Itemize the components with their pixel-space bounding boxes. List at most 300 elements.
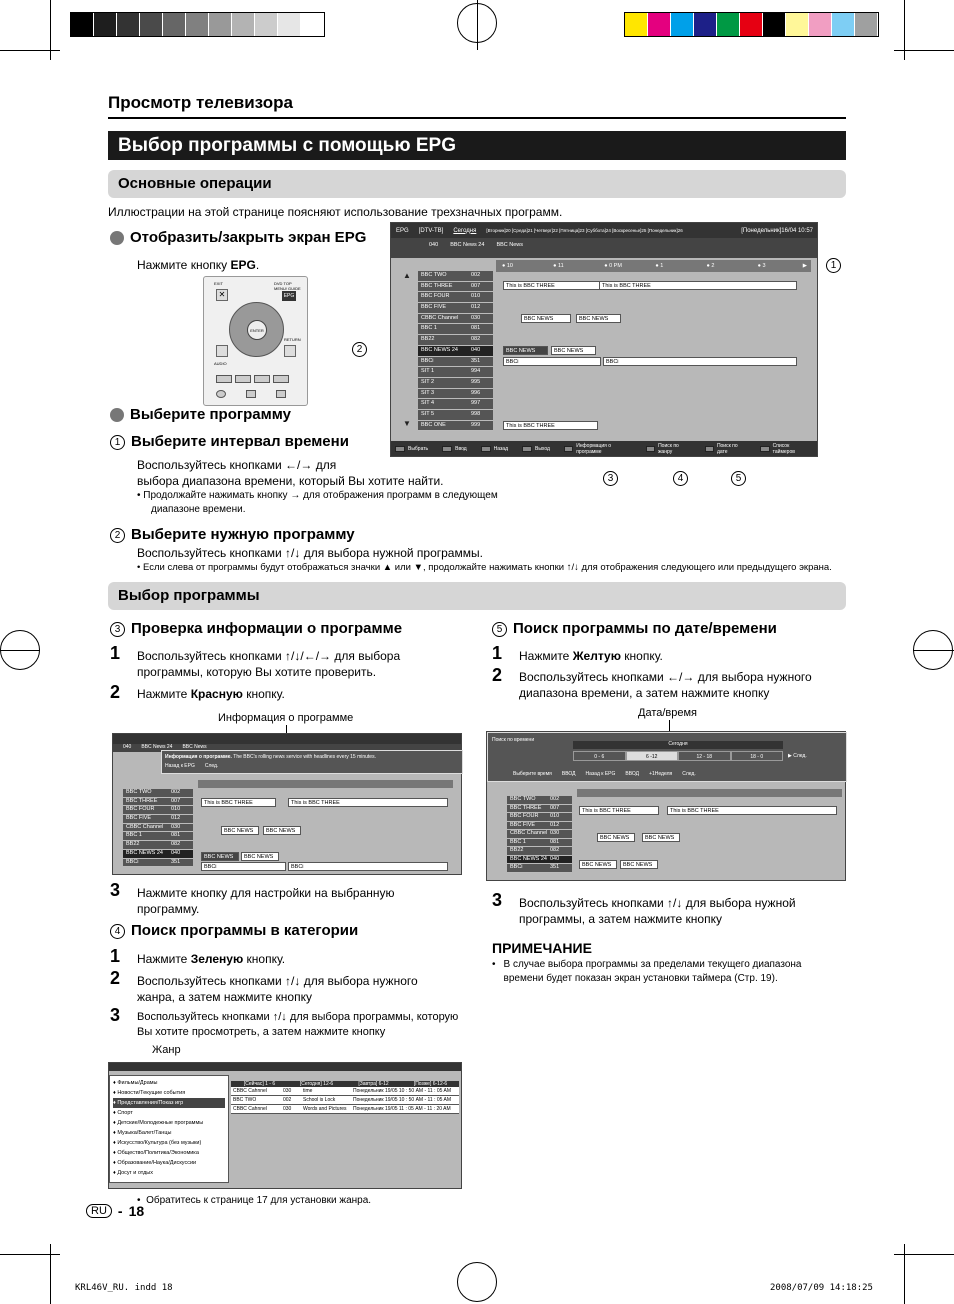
color-swatch xyxy=(625,13,648,36)
channel-row[interactable] xyxy=(418,271,493,282)
info-program[interactable]: BBC NEWS xyxy=(263,826,301,835)
channel-row[interactable] xyxy=(123,832,193,841)
time-slot[interactable]: ● 2 xyxy=(706,263,715,269)
channel-row[interactable] xyxy=(507,813,572,822)
date-choose: Выберите время xyxy=(513,771,552,777)
channel-name: SIT 2 xyxy=(421,378,435,385)
date-week[interactable]: +1Неделя xyxy=(649,771,673,777)
channel-number: 010 xyxy=(471,293,481,300)
genre-cell: Понедельник 19/05 10 : 50 AM - 11 : 05 AM xyxy=(353,1097,452,1103)
step3-num1: 1 xyxy=(110,643,121,663)
green-button[interactable] xyxy=(235,375,251,383)
channel-number: 012 xyxy=(471,304,481,311)
channel-number: 997 xyxy=(471,400,481,407)
enter-button[interactable]: ENTER xyxy=(247,320,267,340)
step5-1-suffix: кнопку. xyxy=(624,649,663,663)
info-program[interactable]: BBC NEWS xyxy=(241,852,279,861)
time-slot[interactable]: ● 1 xyxy=(655,263,664,269)
color-swatch xyxy=(832,13,855,36)
channel-row[interactable] xyxy=(418,367,493,378)
time-slot[interactable]: ● 0 PM xyxy=(604,263,622,269)
channel-name: BB22 xyxy=(510,847,524,853)
channel-row[interactable] xyxy=(507,805,572,814)
date-program[interactable]: BBC NEWS xyxy=(597,833,635,842)
step1-heading-text: Выберите интервал времени xyxy=(131,433,349,450)
channel-row[interactable] xyxy=(123,815,193,824)
channel-name: BBC TWO xyxy=(510,796,536,802)
epg-program[interactable]: BBC NEWS xyxy=(521,314,571,323)
note-title: ПРИМЕЧАНИЕ xyxy=(492,940,592,956)
epg-footer xyxy=(391,441,817,456)
step4-2-text: Воспользуйтесь кнопками ↑/↓ для выбора нужного жанра, а затем нажмите кнопку xyxy=(137,974,418,1004)
channel-row[interactable] xyxy=(418,282,493,293)
step5-num3: 3 xyxy=(492,890,503,910)
channel-number: 030 xyxy=(171,823,181,830)
info-cur-show: BBC News xyxy=(182,744,207,750)
channel-row[interactable] xyxy=(418,421,493,432)
crop-mark xyxy=(904,0,905,60)
key-icon xyxy=(395,446,405,452)
genre-cell: School is Lock xyxy=(303,1097,336,1103)
genre-item[interactable]: ♦ Образование/Наука/Дискуссии xyxy=(113,1160,197,1166)
date-program[interactable]: BBC NEWS xyxy=(620,860,658,869)
channel-number: 007 xyxy=(550,804,560,811)
step5-1-text xyxy=(519,648,663,664)
channel-row[interactable] xyxy=(418,399,493,410)
epg-title: EPG xyxy=(396,227,409,234)
page-title: Выбор программы с помощью EPG xyxy=(108,131,846,160)
epg-button[interactable]: EPG xyxy=(283,293,295,299)
genre-item[interactable]: ♦ Новости/Текущие события xyxy=(113,1090,186,1096)
date-range[interactable]: 12 - 18 xyxy=(678,751,731,761)
epg-program[interactable]: BBCi xyxy=(603,357,797,366)
section-basic-ops: Основные операции xyxy=(108,170,846,198)
channel-name: BBC FOUR xyxy=(126,806,155,813)
channel-row[interactable] xyxy=(418,314,493,325)
channel-name: BBC TWO xyxy=(421,272,447,278)
step1-text1: Воспользуйтесь кнопками ←/→ для xyxy=(137,458,337,472)
channel-row[interactable] xyxy=(507,847,572,856)
color-swatch xyxy=(255,13,278,36)
note-body: • В случае выбора программы за пределами текущего диапазона времени будет показан экран установки таймера (Стр. 19). xyxy=(492,958,842,986)
step2-text: Воспользуйтесь кнопками ↑/↓ для выбора нужной программы. xyxy=(137,546,483,560)
step3-heading xyxy=(110,620,402,637)
date-screen xyxy=(486,731,846,881)
epg-current-info xyxy=(391,238,817,258)
channel-number: 002 xyxy=(471,272,481,278)
stop-icon[interactable] xyxy=(246,390,256,398)
registration-line xyxy=(913,650,954,651)
channel-row[interactable] xyxy=(507,822,572,831)
epg-program[interactable]: This is BBC THREE xyxy=(503,281,603,290)
genre-cell: 030 xyxy=(283,1106,292,1112)
step5-2-text: Воспользуйтесь кнопками ←/→ для выбора нужного диапазона времени, а затем нажмите кнопку xyxy=(519,670,812,700)
page-number: RU - 18 xyxy=(86,1203,144,1219)
channel-row[interactable] xyxy=(418,378,493,389)
info-time-strip xyxy=(198,780,453,788)
step5-num2: 2 xyxy=(492,665,503,685)
color-swatch xyxy=(855,13,878,36)
date-range[interactable]: 18 - 0 xyxy=(731,751,784,761)
channel-name: BBC ONE xyxy=(421,421,446,428)
info-next[interactable]: След. xyxy=(204,763,219,769)
genre-col[interactable]: [Позже] 6-12-6 xyxy=(413,1081,448,1087)
channel-number: 002 xyxy=(171,789,181,795)
scroll-down-icon[interactable]: ▼ xyxy=(403,419,411,428)
channel-row[interactable] xyxy=(507,796,572,805)
footer-label: Выход xyxy=(535,445,550,452)
epg-time-strip xyxy=(496,260,811,272)
epg-program[interactable]: BBC NEWS xyxy=(551,346,596,355)
channel-number: 081 xyxy=(471,325,481,332)
genre-item[interactable]: ♦ Досуг и отдых xyxy=(113,1170,154,1176)
color-swatch xyxy=(786,13,809,36)
callout-4 xyxy=(673,470,694,488)
footer-label: Список таймеров xyxy=(772,442,795,455)
next-arrow-icon[interactable]: ▶ xyxy=(802,263,807,269)
channel-number: 998 xyxy=(471,410,481,417)
step1-icon: 1 xyxy=(110,435,125,450)
epg-program[interactable]: BBC NEWS xyxy=(576,314,621,323)
footer-item xyxy=(395,446,428,452)
channel-row[interactable] xyxy=(123,841,193,850)
genre-item[interactable]: ♦ Общество/Политика/Экономика xyxy=(113,1150,199,1156)
time-slot[interactable]: ● 10 xyxy=(502,263,513,269)
step3-heading-text: Проверка информации о программе xyxy=(131,620,403,637)
channel-name: BB22 xyxy=(126,841,140,848)
channel-row[interactable] xyxy=(418,389,493,400)
date-program[interactable]: This is BBC THREE xyxy=(667,806,837,815)
channel-name: BBC THREE xyxy=(510,804,542,811)
channel-row[interactable] xyxy=(418,324,493,335)
genre-col[interactable]: [Завтра] 6-12 xyxy=(358,1081,389,1087)
channel-number: 351 xyxy=(171,858,181,865)
genre-col[interactable]: [Сейчас] 1 - 6 xyxy=(243,1081,276,1087)
step1-text xyxy=(137,457,557,489)
step5-1-key: Желтую xyxy=(572,649,621,663)
info-program-selected[interactable]: BBC NEWS xyxy=(201,852,239,861)
crop-mark xyxy=(894,1254,954,1255)
footer-label: Информация о программе xyxy=(576,442,611,455)
genre-item[interactable]: ♦ Фильмы/Драмы xyxy=(113,1080,158,1086)
epg-today-tab[interactable]: Сегодня xyxy=(453,227,477,234)
step5-1-prefix: Нажмите xyxy=(519,649,570,663)
genre-item[interactable]: ♦ Спорт xyxy=(113,1110,133,1116)
time-slot[interactable]: ● 11 xyxy=(553,263,564,269)
step3-icon: 3 xyxy=(110,622,125,637)
channel-row[interactable] xyxy=(418,357,493,368)
channel-number: 040 xyxy=(471,346,481,353)
bullet-icon xyxy=(110,408,124,422)
step2-icon: 2 xyxy=(110,528,125,543)
step3-num2: 2 xyxy=(110,682,121,702)
info-popup xyxy=(161,750,463,774)
channel-row[interactable] xyxy=(123,798,193,807)
info-program[interactable]: BBCi xyxy=(201,862,286,871)
genre-row[interactable] xyxy=(231,1105,459,1114)
genre-item[interactable]: ♦ Музыка/Балет/Танцы xyxy=(113,1130,172,1136)
step4-1-key: Зеленую xyxy=(190,952,244,966)
channel-number: 082 xyxy=(171,841,181,848)
callout-4-icon: 4 xyxy=(673,471,688,486)
channel-name: BBC FOUR xyxy=(421,293,450,300)
channel-name: BBC 1 xyxy=(421,325,437,332)
channel-name: BBC FIVE xyxy=(510,821,536,828)
channel-name: BBC FIVE xyxy=(421,304,447,311)
channel-name: SIT 5 xyxy=(421,410,435,417)
exit-button-icon: ✕ xyxy=(216,289,228,301)
channel-number: 007 xyxy=(471,282,481,289)
channel-number: 995 xyxy=(471,378,481,385)
color-swatch xyxy=(117,13,140,36)
date-next2[interactable]: След. xyxy=(682,771,696,777)
channel-name: BBC NEWS 24 xyxy=(510,855,547,862)
channel-row[interactable] xyxy=(507,830,572,839)
step4-heading xyxy=(110,922,358,939)
crop-mark xyxy=(50,1244,51,1304)
info-label: Информация о программе xyxy=(218,712,354,724)
step4-1-suffix: кнопку. xyxy=(246,952,286,966)
yellow-button[interactable] xyxy=(254,375,270,383)
footer-item xyxy=(564,443,632,455)
channel-number: 012 xyxy=(171,815,181,822)
channel-row[interactable] xyxy=(123,806,193,815)
info-channel-list xyxy=(123,789,193,867)
channel-name: SIT 3 xyxy=(421,389,435,396)
date-channel-list xyxy=(507,796,572,873)
date-time-strip xyxy=(577,789,842,797)
page-num: 18 xyxy=(128,1203,145,1219)
channel-row[interactable] xyxy=(418,410,493,421)
channel-number: 996 xyxy=(471,389,481,396)
color-swatch xyxy=(163,13,186,36)
registration-line xyxy=(0,650,40,651)
info-program[interactable]: BBCi xyxy=(288,862,448,871)
remote-illustration xyxy=(203,276,308,406)
channel-row[interactable] xyxy=(418,346,493,357)
channel-name: BBC FIVE xyxy=(126,815,152,822)
channel-name: CBBC Channel xyxy=(126,823,164,830)
callout-1 xyxy=(826,257,847,275)
callout-5 xyxy=(731,470,752,488)
color-swatch xyxy=(763,13,786,36)
crop-mark xyxy=(894,50,954,51)
channel-name: BBC NEWS 24 xyxy=(421,346,458,353)
red-button[interactable] xyxy=(216,375,232,383)
press-epg-prefix: Нажмите кнопку xyxy=(137,258,228,272)
step5-icon: 5 xyxy=(492,622,507,637)
channel-row[interactable] xyxy=(507,856,572,865)
select-heading xyxy=(110,406,291,423)
channel-row[interactable] xyxy=(123,859,193,868)
channel-row[interactable] xyxy=(123,850,193,859)
scroll-up-icon[interactable]: ▲ xyxy=(403,271,411,280)
info-cur-name: BBC News 24 xyxy=(141,744,173,750)
color-swatch xyxy=(278,13,301,36)
step3-2-suffix: кнопку. xyxy=(246,687,285,701)
info-back[interactable]: Назад к EPG xyxy=(165,763,195,769)
step1-text2: выбора диапазона времени, который Вы хотите найти. xyxy=(137,474,444,488)
step4-3-text: Воспользуйтесь кнопками ↑/↓ для выбора программы, которую Вы хотите просмотреть, а затем нажмите кнопку xyxy=(137,1011,459,1038)
step4-1-prefix: Нажмите xyxy=(137,952,188,966)
key-icon xyxy=(760,446,769,452)
channel-number: 002 xyxy=(550,796,560,802)
channel-row[interactable] xyxy=(418,303,493,314)
blue-button[interactable] xyxy=(273,375,289,383)
genre-row[interactable] xyxy=(231,1087,459,1096)
key-icon xyxy=(705,446,714,452)
info-popup-text: The BBC's rolling news service with headlines every 15 minutes. xyxy=(233,754,376,760)
date-range[interactable]: 0 - 6 xyxy=(573,751,626,761)
genre-screen xyxy=(108,1062,462,1189)
genre-note: • Обратитесь к странице 17 для установки жанра. xyxy=(137,1195,372,1206)
channel-row[interactable] xyxy=(418,292,493,303)
footer-item xyxy=(522,446,550,452)
epg-program-selected[interactable]: BBC NEWS xyxy=(503,346,548,355)
callout-2 xyxy=(352,341,373,359)
info-program[interactable]: This is BBC THREE xyxy=(201,798,276,807)
footer-item xyxy=(646,443,691,455)
epg-program[interactable]: This is BBC THREE xyxy=(599,281,797,290)
date-enter2[interactable]: ВВОД xyxy=(625,771,640,777)
date-enter[interactable]: ВВОД xyxy=(561,771,576,777)
date-program[interactable]: BBC NEWS xyxy=(642,833,680,842)
info-cur-num: 040 xyxy=(123,744,132,750)
epg-cur-name: BBC News 24 xyxy=(450,242,485,248)
info-program[interactable]: This is BBC THREE xyxy=(288,798,448,807)
genre-cell: CBBC Cahnnel xyxy=(233,1106,267,1112)
channel-row[interactable] xyxy=(507,839,572,848)
genre-cell: time xyxy=(303,1088,313,1094)
step2-heading xyxy=(110,526,355,543)
step4-heading-text: Поиск программы в категории xyxy=(131,922,359,939)
step5-heading-text: Поиск программы по дате/времени xyxy=(513,620,777,637)
callout-5-icon: 5 xyxy=(731,471,746,486)
info-screen xyxy=(112,733,462,875)
callout-3-icon: 3 xyxy=(603,471,618,486)
genre-label: Жанр xyxy=(152,1044,181,1056)
channel-row[interactable] xyxy=(123,789,193,798)
dpad[interactable] xyxy=(229,302,284,357)
channel-name: SIT 1 xyxy=(421,368,435,375)
genre-item[interactable]: ♦ Представления/Показ игр xyxy=(113,1098,225,1108)
epg-screen xyxy=(390,222,818,457)
genre-table xyxy=(231,1081,459,1114)
footer-item xyxy=(442,446,467,452)
bottom-buttons xyxy=(216,390,286,398)
footer-label: Поиск по дате xyxy=(716,442,738,455)
left-button-icon[interactable] xyxy=(216,345,228,357)
step1-heading xyxy=(110,433,349,450)
page-header: Просмотр телевизора xyxy=(108,93,293,112)
date-next[interactable]: ▶ След. xyxy=(788,753,807,759)
genre-cell: Words and Pictures xyxy=(303,1106,347,1112)
footer-item xyxy=(760,443,809,455)
key-icon xyxy=(564,446,573,452)
step3-2-text xyxy=(137,686,285,702)
channel-row[interactable] xyxy=(418,335,493,346)
press-epg: Нажмите кнопку EPG. xyxy=(137,258,260,272)
header-rule xyxy=(108,117,846,119)
channel-number: 007 xyxy=(171,797,181,804)
epg-cur-num: 040 xyxy=(429,242,439,248)
channel-number: 030 xyxy=(550,830,560,836)
registration-line xyxy=(477,0,478,50)
date-program[interactable]: This is BBC THREE xyxy=(579,806,659,815)
genre-cell: 002 xyxy=(283,1097,292,1103)
color-buttons xyxy=(216,375,289,383)
power-icon[interactable] xyxy=(216,390,226,398)
color-swatch xyxy=(140,13,163,36)
epg-program[interactable]: This is BBC THREE xyxy=(503,421,598,430)
channel-name: BBCi xyxy=(126,858,139,865)
intro-text: Иллюстрации на этой странице поясняют использование трехзначных программ. xyxy=(108,205,563,219)
channel-number: 351 xyxy=(550,864,560,870)
genre-row[interactable] xyxy=(231,1096,459,1105)
channel-number: 082 xyxy=(550,847,560,853)
date-range[interactable]: 6 -12 xyxy=(626,751,679,761)
info-program[interactable]: BBC NEWS xyxy=(221,826,259,835)
genre-item[interactable]: ♦ Искусство/Культура (без музыки) xyxy=(113,1140,202,1146)
footer-label: Назад xyxy=(493,445,508,452)
step2-note: • Если слева от программы будут отображаться значки ▲ или ▼, продолжайте нажимать кнопки ↑/↓ для отображения следующего или предыдущего экрана. xyxy=(137,562,832,573)
genre-item[interactable]: ♦ Детские/Молодежные программы xyxy=(113,1120,204,1126)
step4-num1: 1 xyxy=(110,946,121,966)
footer-label: Выбрать xyxy=(408,445,429,452)
genre-cell: CBBC Cahnnel xyxy=(233,1088,267,1094)
color-swatch xyxy=(648,13,671,36)
select-heading-text: Выберите программу xyxy=(130,406,291,423)
channel-name: BBCi xyxy=(421,357,434,364)
epg-topbar xyxy=(391,223,817,238)
crop-mark xyxy=(0,50,60,51)
return-button-icon[interactable] xyxy=(284,345,296,357)
channel-name: BB22 xyxy=(421,336,435,343)
step3-1-text: Воспользуйтесь кнопками ↑/↓/←/→ для выбора программы, которую Вы хотите проверить. xyxy=(137,649,401,679)
callout-1-icon: 1 xyxy=(826,258,841,273)
channel-name: BBC THREE xyxy=(126,797,158,804)
color-swatch xyxy=(740,13,763,36)
epg-channel-list xyxy=(418,271,493,431)
step4-num3: 3 xyxy=(110,1005,121,1025)
color-swatch xyxy=(71,13,94,36)
date-program[interactable]: BBC NEWS xyxy=(579,860,617,869)
channel-name: BBC 1 xyxy=(126,832,142,839)
channel-row[interactable] xyxy=(123,824,193,833)
crop-mark xyxy=(50,0,51,60)
bullet-icon xyxy=(110,231,124,245)
date-next-label: След. xyxy=(793,753,807,759)
channel-name: SIT 4 xyxy=(421,400,435,407)
step3-num3: 3 xyxy=(110,880,121,900)
color-swatch xyxy=(301,13,324,36)
genre-col[interactable]: [Сегодня] 12-6 xyxy=(299,1081,334,1087)
genre-cell: Понедельник 19/05 11 : 05 AM - 11 : 20 AM xyxy=(353,1106,451,1112)
callout-3 xyxy=(603,470,624,488)
callout-2-icon: 2 xyxy=(352,342,367,357)
time-slot[interactable]: ● 3 xyxy=(757,263,766,269)
step1-note2: диапазоне времени. xyxy=(151,504,246,515)
date-back[interactable]: Назад к EPG xyxy=(585,771,616,777)
date-ranges xyxy=(573,751,783,761)
channel-row[interactable] xyxy=(507,864,572,873)
epg-days[interactable]: [Вторник]20 [Среда]21 [Четверг]22 [Пятница]23 [Суббота]24 [Воскресенье]25 [Понедельник]26 xyxy=(486,228,683,233)
footer-item xyxy=(705,443,747,455)
rec-icon[interactable] xyxy=(276,390,286,398)
channel-name: CBBC Channel xyxy=(421,314,459,321)
channel-name: BBC TWO xyxy=(126,789,152,795)
epg-program[interactable]: BBCi xyxy=(503,357,601,366)
